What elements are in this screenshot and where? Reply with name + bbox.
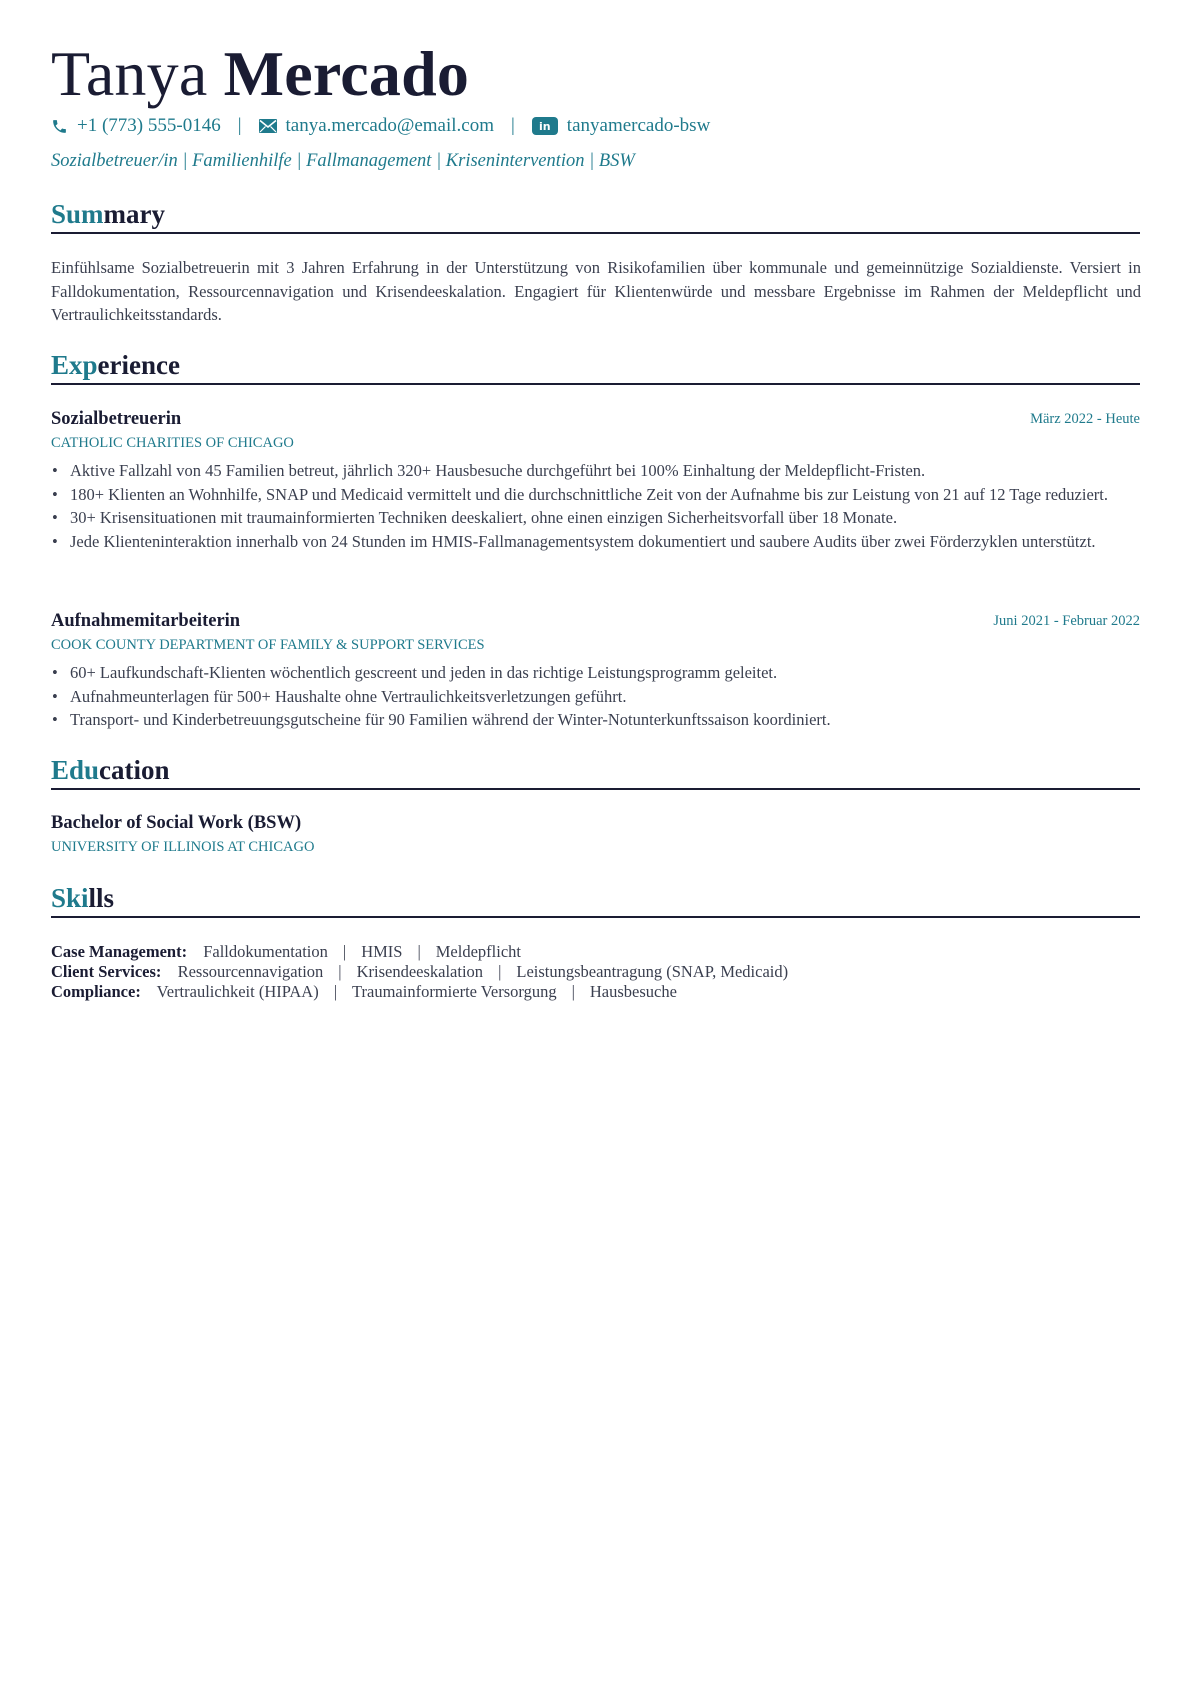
skill-row: [51, 982, 788, 1002]
job-bullets: [51, 459, 1141, 553]
skill-category: Client Services:: [51, 962, 162, 981]
list-item: • Transport- und Kinderbetreuungsgutscheine für 90 Familien während der Winter-Notunterkunftssaison koordiniert.: [51, 708, 1141, 732]
tagline: Sozialbetreuer/in | Familienhilfe | Fallmanagement | Krisenintervention | BSW: [51, 151, 635, 171]
skill-item: Vertraulichkeit (HIPAA): [156, 982, 319, 1001]
skill-separator: |: [338, 962, 342, 981]
skills-list: [51, 942, 788, 1002]
summary-text: Einfühlsame Sozialbetreuerin mit 3 Jahren Erfahrung in der Unterstützung von Risikofamilien über kommunale und gemeinnützige Sozialdienste. Versiert in Falldokumentation, Ressourcennavigation und Krisendeeskalation. Engagiert für Klientenwürde und messbare Ergebnisse im Rahmen der Meldepflicht und Vertraulichkeitsstandards.: [51, 258, 1141, 324]
skill-item: Krisendeeskalation: [356, 962, 484, 981]
skill-separator: |: [333, 982, 338, 1001]
skill-item: Leistungsbeantragung (SNAP, Medicaid): [516, 962, 789, 981]
job-date: März 2022 - Heute: [1030, 411, 1140, 427]
contact-separator: |: [510, 115, 515, 136]
list-item: • Jede Klienteninteraktion innerhalb von 24 Stunden im HMIS-Fallmanagementsystem dokumentiert und saubere Audits über zwei Förderzyklen unterstützt.: [51, 530, 1141, 554]
skill-separator: |: [498, 962, 502, 981]
phone-number: +1 (773) 555-0146: [77, 115, 221, 136]
job-organization: CATHOLIC CHARITIES OF CHICAGO: [51, 435, 294, 451]
skill-item: Falldokumentation: [203, 942, 328, 961]
contact-email[interactable]: [259, 115, 494, 137]
list-item: • 180+ Klienten an Wohnhilfe, SNAP und Medicaid vermittelt und die durchschnittliche Zeit von der Aufnahme bis zur Leistung von 21 auf 12 Tage reduziert.: [51, 483, 1141, 507]
linkedin-handle: tanyamercado-bsw: [566, 115, 711, 136]
skill-item: Hausbesuche: [589, 982, 677, 1001]
envelope-icon: [259, 119, 277, 133]
list-item: • Aktive Fallzahl von 45 Familien betreut, jährlich 320+ Hausbesuche durchgeführt bei 100% Einhaltung der Meldepflicht-Fristen.: [51, 459, 1141, 483]
degree: Bachelor of Social Work (BSW): [51, 813, 302, 833]
job-title: Aufnahmemitarbeiterin: [51, 611, 241, 631]
contact-phone[interactable]: [51, 115, 221, 137]
contact-linkedin[interactable]: [532, 115, 711, 137]
list-item: • Aufnahmeunterlagen für 500+ Haushalte ohne Vertraulichkeitsverletzungen geführt.: [51, 685, 1141, 709]
education-heading: Education: [51, 755, 1140, 790]
skill-category: Compliance:: [51, 982, 141, 1001]
linkedin-icon: in: [532, 117, 558, 135]
job-title: Sozialbetreuerin: [51, 409, 182, 429]
skill-item: Ressourcennavigation: [177, 962, 324, 981]
skill-separator: |: [342, 942, 347, 961]
job-bullets: [51, 661, 1141, 732]
list-item: • 60+ Laufkundschaft-Klienten wöchentlich gescreent und jeden in das richtige Leistungsprogramm geleitet.: [51, 661, 1141, 685]
last-name: Mercado: [223, 38, 470, 109]
job-organization: COOK COUNTY DEPARTMENT OF FAMILY & SUPPORT SERVICES: [51, 637, 485, 653]
skill-category: Case Management:: [51, 942, 188, 961]
skill-separator: |: [571, 982, 575, 1001]
list-item: • 30+ Krisensituationen mit traumainformierten Techniken deeskaliert, ohne einen einzigen Sicherheitsvorfall über 18 Monate.: [51, 506, 1141, 530]
skill-item: HMIS: [361, 942, 403, 961]
experience-heading: Experience: [51, 350, 1140, 385]
first-name: Tanya: [51, 38, 208, 109]
skill-item: Meldepflicht: [435, 942, 521, 961]
candidate-name: [51, 34, 469, 114]
job-date: Juni 2021 - Februar 2022: [993, 613, 1140, 629]
phone-icon: [51, 118, 68, 135]
contact-separator: |: [237, 115, 242, 136]
skill-row: [51, 942, 788, 962]
skills-heading: Skills: [51, 883, 1140, 918]
skill-item: Traumainformierte Versorgung: [352, 982, 557, 1001]
contact-line: [51, 114, 710, 138]
school: UNIVERSITY OF ILLINOIS AT CHICAGO: [51, 839, 315, 855]
email-address: tanya.mercado@email.com: [285, 115, 494, 136]
skill-row: [51, 962, 788, 982]
summary-heading: Summary: [51, 199, 1140, 234]
skill-separator: |: [417, 942, 421, 961]
